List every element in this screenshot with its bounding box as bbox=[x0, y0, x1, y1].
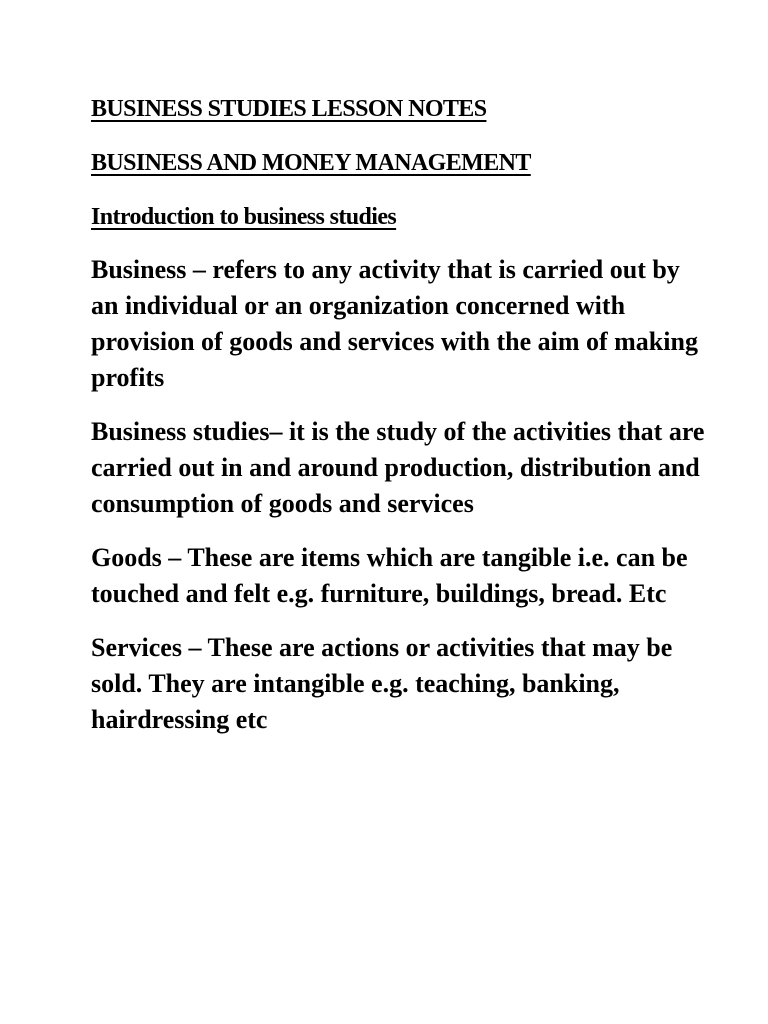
section-heading: Introduction to business studies bbox=[91, 204, 397, 230]
definition-goods: Goods – These are items which are tangible i.e. can be touched and felt e.g. furniture, buildings, bread. Etc bbox=[91, 543, 688, 608]
definition-business: Business – refers to any activity that is carried out by an individual or an organization concerned with provision of goods and services with the aim of making profits bbox=[91, 255, 698, 392]
document-title: BUSINESS STUDIES LESSON NOTES bbox=[91, 96, 487, 122]
document-page bbox=[91, 94, 711, 756]
document-subtitle: BUSINESS AND MONEY MANAGEMENT bbox=[91, 150, 531, 176]
definition-business-studies: Business studies– it is the study of the activities that are carried out in and around production, distribution and consumption of goods and services bbox=[91, 417, 705, 518]
definition-services: Services – These are actions or activities that may be sold. They are intangible e.g. teaching, banking, hairdressing etc bbox=[91, 633, 673, 734]
